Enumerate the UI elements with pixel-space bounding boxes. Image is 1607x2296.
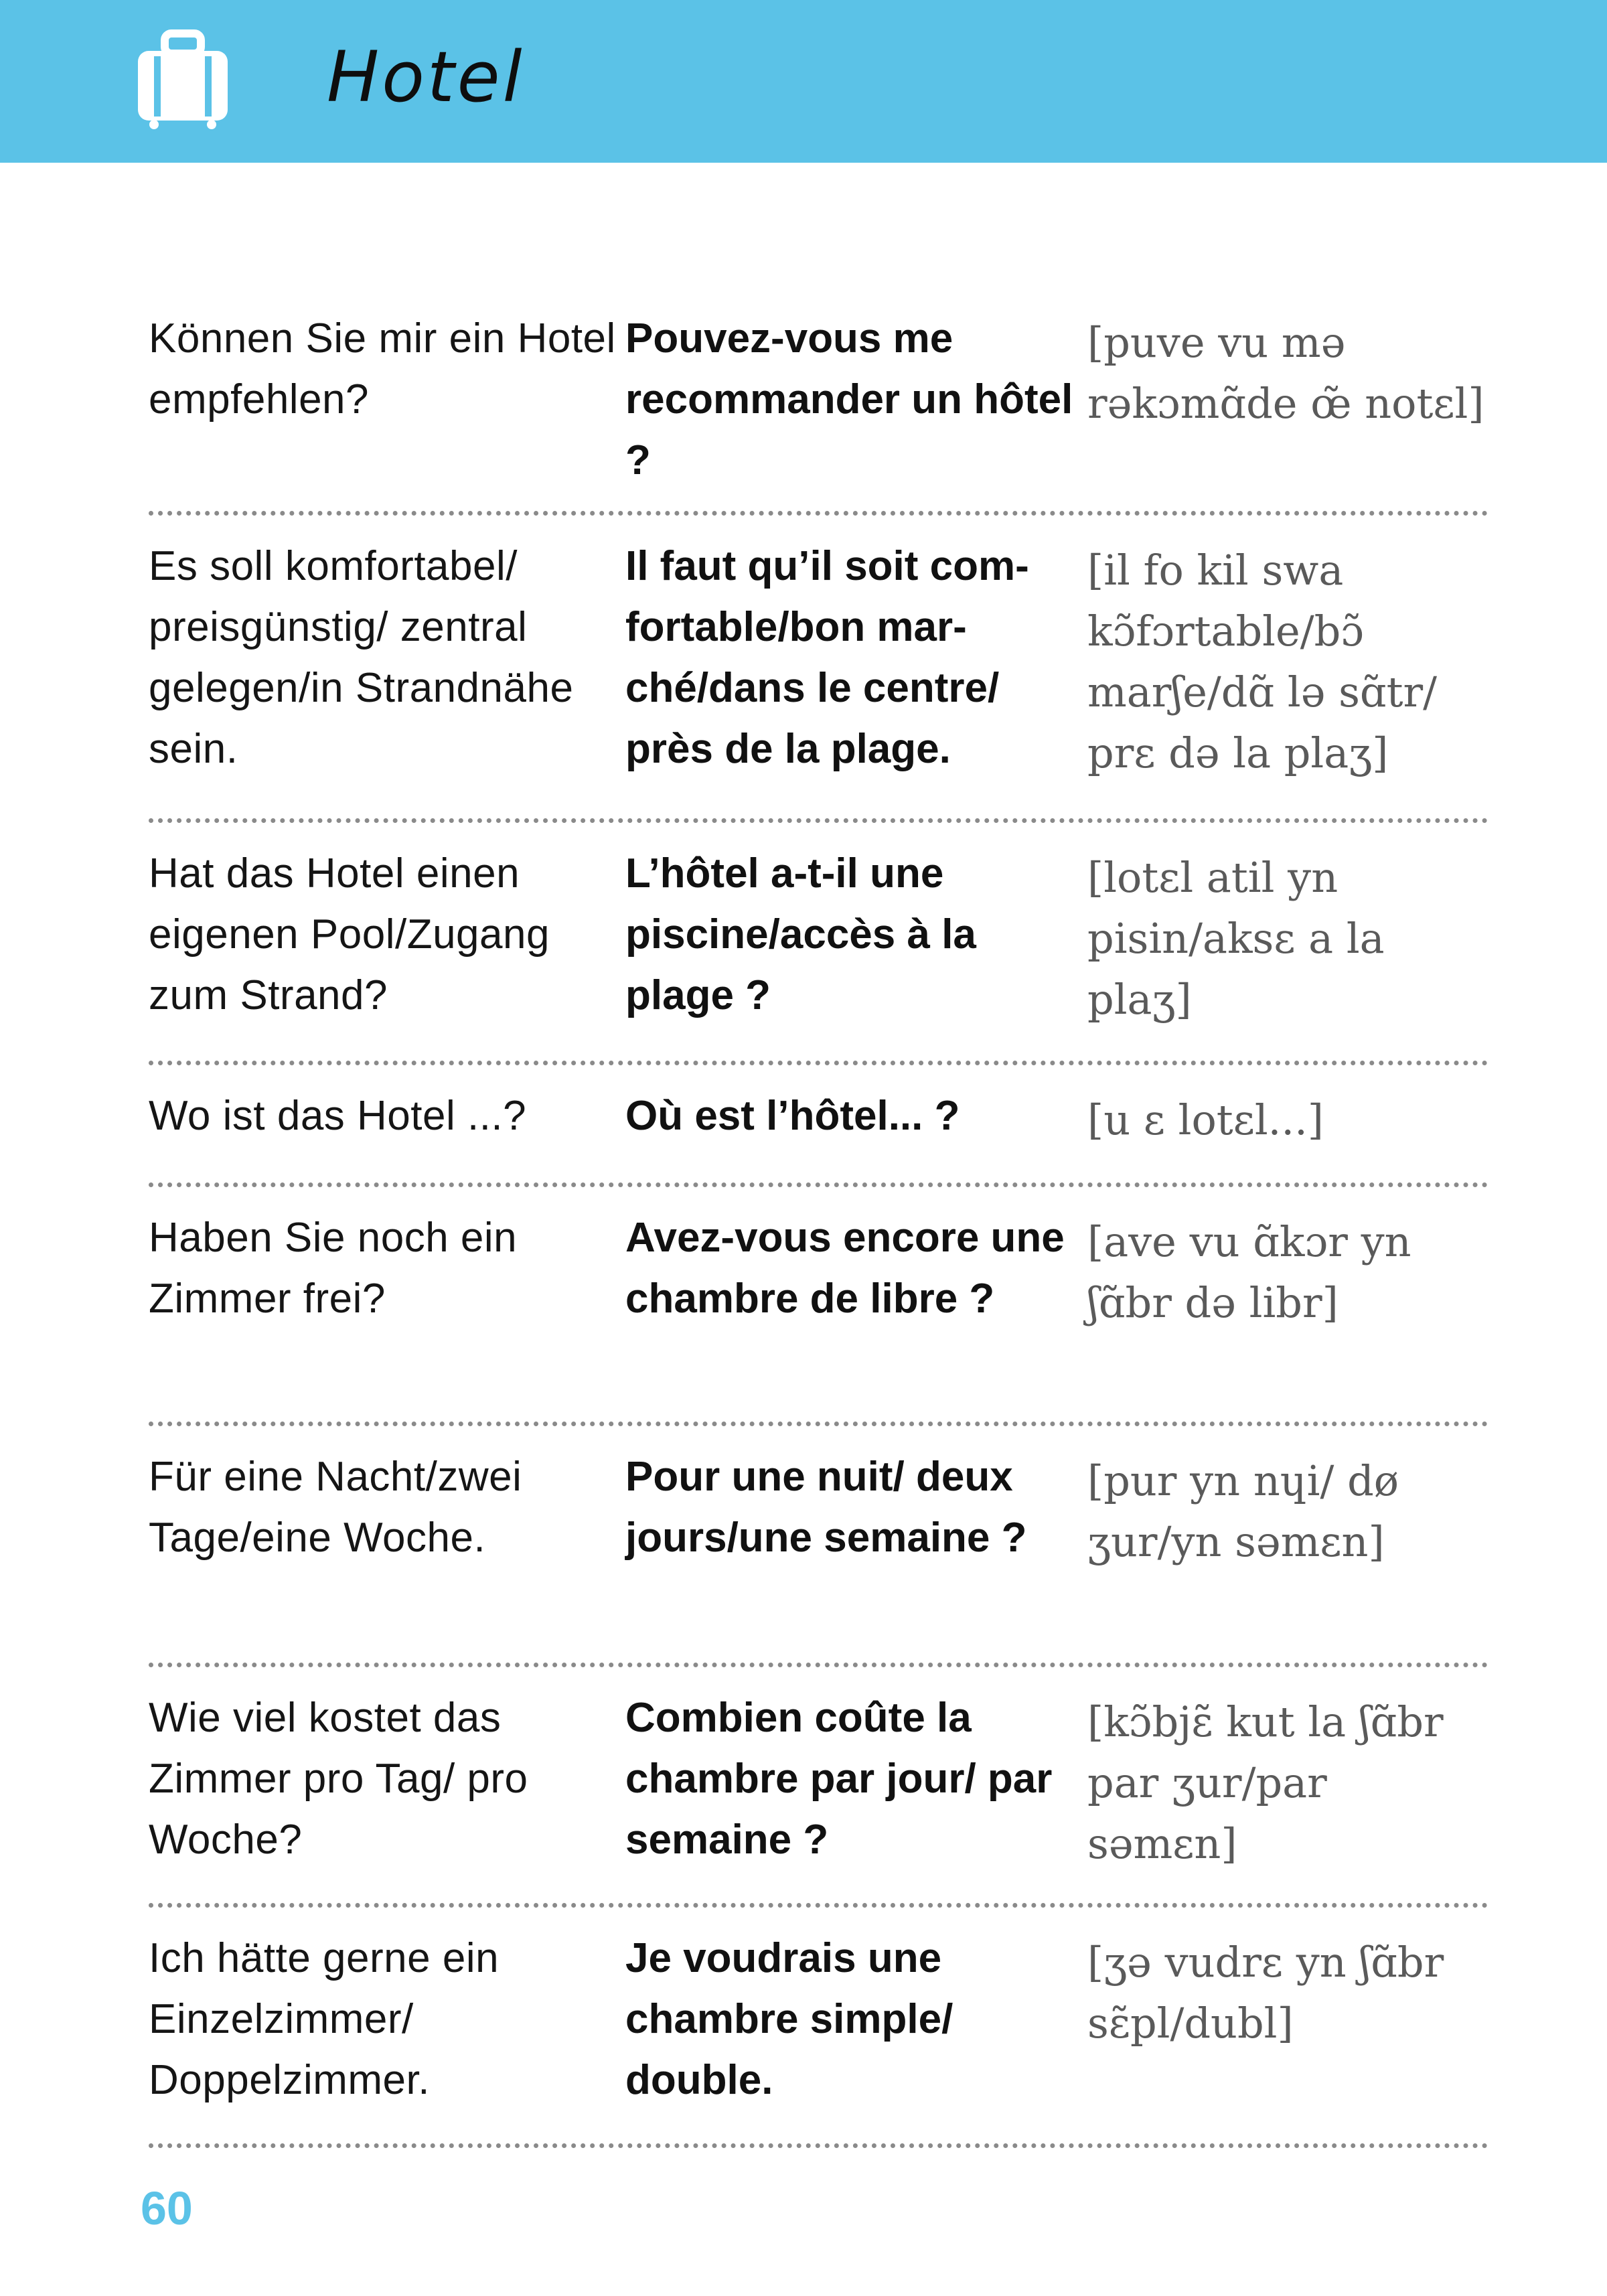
phrase-row	[149, 1065, 1488, 1187]
french-phrase: Pour une nuit/ deux jours/une semaine ?	[625, 1454, 1027, 1561]
german-phrase: Für eine Nacht/zwei Tage/eine Woche.	[149, 1454, 522, 1561]
french-phrase: Pouvez-vous me recommander un hôtel ?	[625, 315, 1073, 483]
german-phrase: Wo ist das Hotel ...?	[149, 1093, 527, 1139]
french-phrase: Il faut qu’il soit com-fortable/bon mar-ché/dans le centre/ près de la plage.	[625, 543, 1029, 772]
german-phrase: Haben Sie noch ein Zimmer frei?	[149, 1215, 518, 1322]
phonetic-transcription: [puve vu mə rəkɔmɑ̃de œ̃ notɛl]	[1087, 318, 1484, 428]
german-phrase: Ich hätte gerne ein Einzelzimmer/ Doppelzimmer.	[149, 1935, 500, 2103]
german-phrase: Es soll komfortabel/ preisgünstig/ zentral gelegen/in Strandnähe sein.	[149, 543, 574, 772]
header-bar	[0, 0, 1607, 163]
phrase-row	[149, 823, 1488, 1065]
french-phrase: Avez-vous encore une chambre de libre ?	[625, 1215, 1065, 1322]
phonetic-transcription: [ʒə vudrɛ yn ʃɑ̃br sɛ̃pl/dubl]	[1087, 1938, 1444, 2048]
phrase-row	[149, 1908, 1488, 2148]
french-phrase: Je voudrais une chambre simple/ double.	[625, 1935, 953, 2103]
german-phrase: Wie viel kostet das Zimmer pro Tag/ pro Woche?	[149, 1695, 528, 1863]
french-phrase: L’hôtel a-t-il une piscine/accès à la plage ?	[625, 850, 976, 1018]
german-phrase: Hat das Hotel einen eigenen Pool/Zugang zum Strand?	[149, 850, 550, 1018]
phonetic-transcription: [u ɛ lotɛl...]	[1087, 1095, 1324, 1144]
phrase-row	[149, 516, 1488, 823]
german-phrase: Können Sie mir ein Hotel empfehlen?	[149, 315, 616, 423]
phonetic-transcription: [pur yn nɥi/ dø ʒur/yn səmɛn]	[1087, 1456, 1399, 1566]
page-number: 60	[141, 2182, 193, 2234]
suitcase-icon	[134, 29, 232, 130]
phonetic-transcription: [ave vu ɑ̃kɔr yn ʃɑ̃br də libr]	[1087, 1217, 1411, 1327]
phonetic-transcription: [kɔ̃bjɛ̃ kut la ʃɑ̃br par ʒur/par səmɛn]	[1087, 1697, 1444, 1868]
phrase-table	[149, 288, 1488, 2148]
phonetic-transcription: [lotɛl atil yn pisin/aksɛ a la plaʒ]	[1087, 853, 1385, 1024]
phrase-row	[149, 1667, 1488, 1908]
phrase-row	[149, 1187, 1488, 1426]
french-phrase: Où est l’hôtel... ?	[625, 1093, 960, 1139]
french-phrase: Combien coûte la chambre par jour/ par semaine ?	[625, 1695, 1053, 1863]
page-title: Hotel	[327, 36, 525, 118]
phrase-row	[149, 288, 1488, 516]
phonetic-transcription: [il fo kil swa kɔ̃fɔrtable/bɔ̃ marʃe/dɑ̃ lə sɑ̃tr/ prɛ də la plaʒ]	[1087, 546, 1438, 777]
phrase-row	[149, 1426, 1488, 1667]
